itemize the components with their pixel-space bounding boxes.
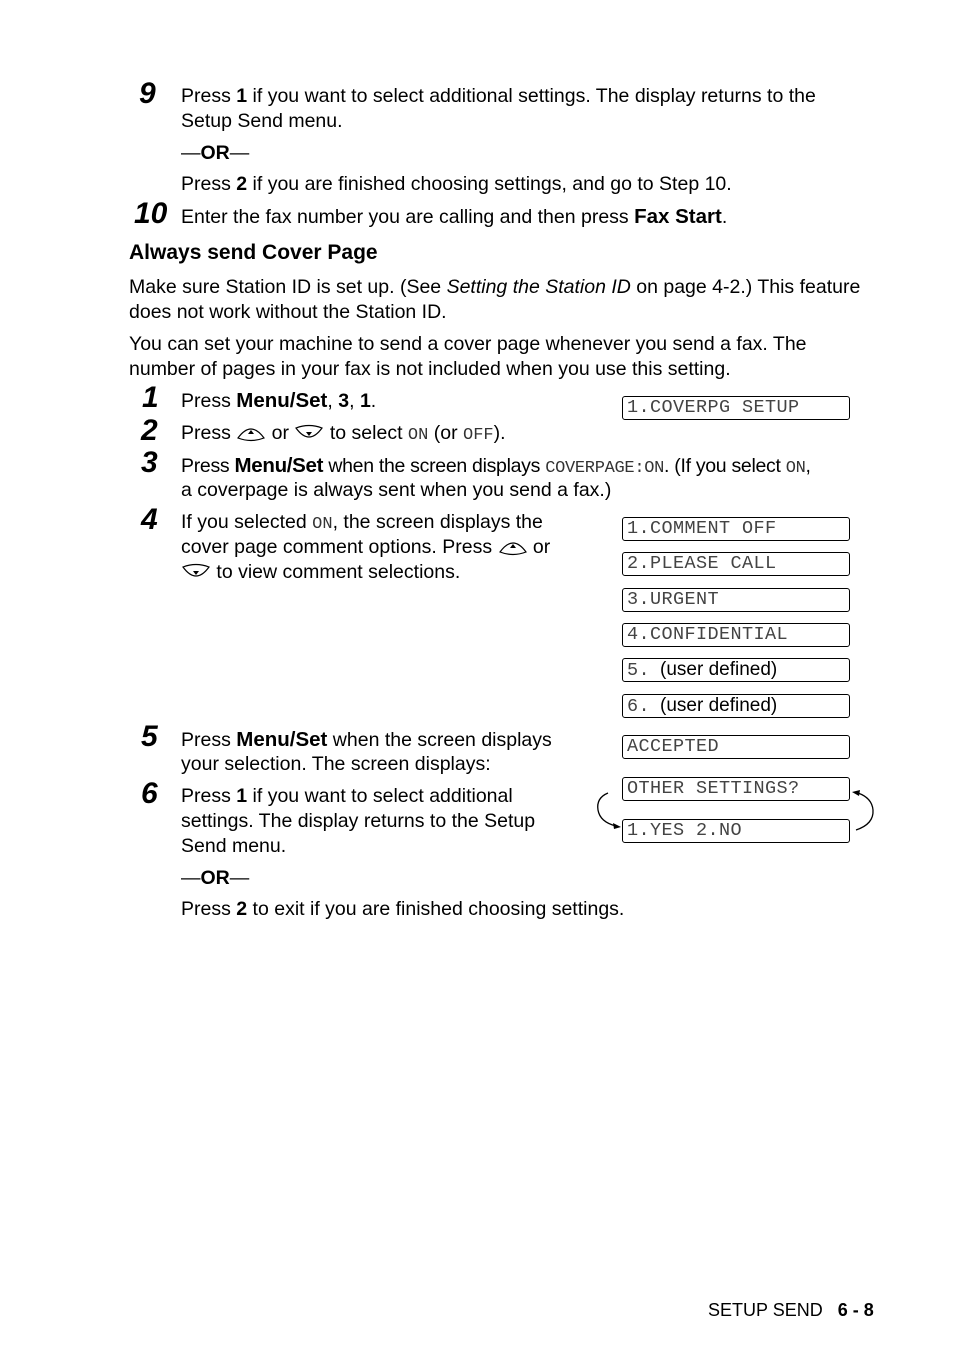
section-paragraph-1-line2: does not work without the Station ID. [129,301,447,323]
step10-text: Enter the fax number you are calling and then press Fax Start. [181,205,728,228]
lcd-please-call: 2.PLEASE CALL [622,552,850,576]
step9-line1: Press 1 if you want to select additional settings. The display returns to the [181,85,816,107]
down-arrow-key-icon [181,563,211,581]
lcd-accepted: ACCEPTED [622,735,850,759]
lcd-confidential: 4.CONFIDENTIAL [622,623,850,647]
step3-line2: a coverpage is always sent when you send a fax.) [181,479,612,501]
page-footer: SETUP SEND 6 - 8 [708,1300,874,1320]
step-number-6: 6 [141,777,158,810]
up-arrow-key-icon [498,538,528,556]
step9-or: —OR— [181,142,250,164]
step5-line2: your selection. The screen displays: [181,753,491,775]
step9-line2: Setup Send menu. [181,110,343,132]
step5-line1: Press Menu/Set when the screen displays [181,728,552,751]
step3-line1: Press Menu/Set when the screen displays COVERPAGE:ON. (If you select ON, [181,454,811,478]
step4-line1: If you selected ON, the screen displays the [181,511,543,534]
step-number-3: 3 [141,446,158,479]
step-number-4: 4 [141,503,158,536]
step-number-5: 5 [141,720,158,753]
section-paragraph-2-line2: number of pages in your fax is not included when you use this setting. [129,358,731,380]
section-paragraph-2-line1: You can set your machine to send a cover page whenever you send a fax. The [129,333,807,355]
lcd-user-defined-5: 5. (user defined) [622,658,850,682]
step6-or: —OR— [181,867,250,889]
step6-line4: Press 2 to exit if you are finished choosing settings. [181,898,625,920]
lcd-coverpg-setup: 1.COVERPG SETUP [622,396,850,420]
step4-line2: cover page comment options. Press or [181,536,551,558]
down-arrow-key-icon [294,424,324,442]
step6-line1: Press 1 if you want to select additional [181,785,513,807]
lcd-user-defined-6: 6. (user defined) [622,694,850,718]
lcd-yes-no: 1.YES 2.NO [622,819,850,843]
lcd-urgent: 3.URGENT [622,588,850,612]
lcd-other-settings: OTHER SETTINGS? [622,777,850,801]
alternating-display-arrows-icon [594,788,878,834]
step-number-10: 10 [134,197,168,230]
step1-text: Press Menu/Set, 3, 1. [181,389,377,412]
step4-line3: to view comment selections. [181,560,460,585]
step2-text: Press or to select ON (or OFF). [181,422,506,445]
step-number-2: 2 [141,414,158,447]
section-heading: Always send Cover Page [129,241,378,264]
step-number-1: 1 [142,381,159,414]
step9-line3: Press 2 if you are finished choosing settings, and go to Step 10. [181,173,732,195]
up-arrow-key-icon [236,424,266,442]
step6-line2: settings. The display returns to the Setup [181,810,536,832]
step6-line3: Send menu. [181,835,287,857]
lcd-comment-off: 1.COMMENT OFF [622,517,850,541]
step-number-9: 9 [139,77,156,110]
section-paragraph-1-line1: Make sure Station ID is set up. (See Setting the Station ID on page 4-2.) This feature [129,276,861,298]
